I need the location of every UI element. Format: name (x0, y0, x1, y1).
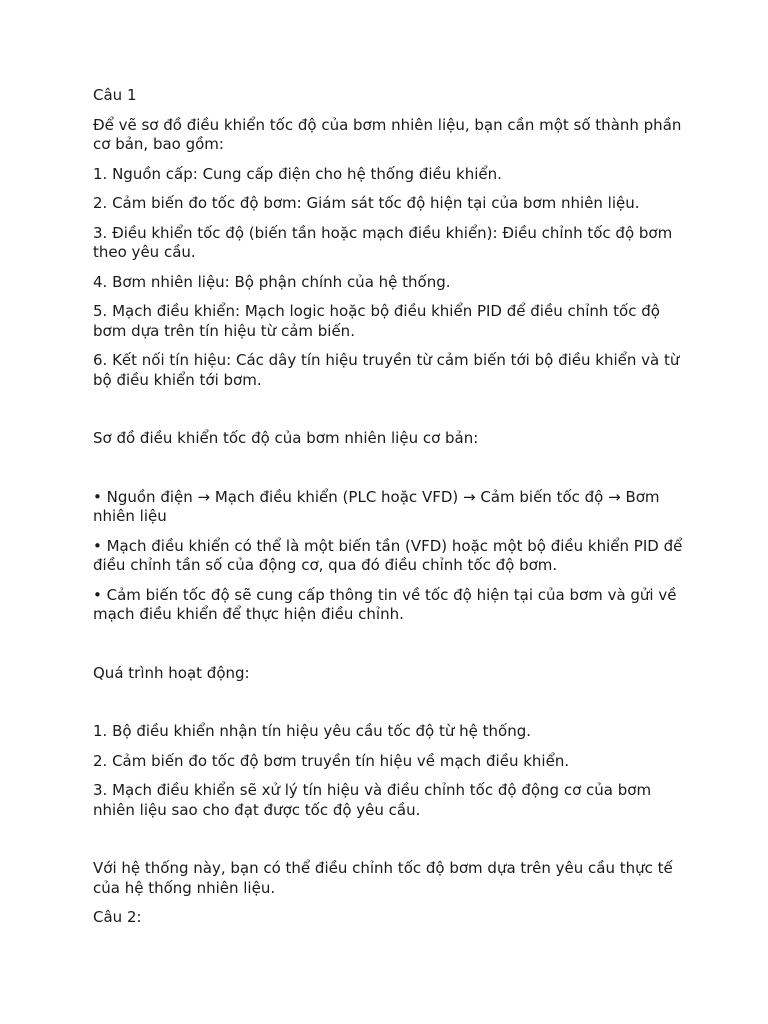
diagram-heading: Sơ đồ điều khiển tốc độ của bơm nhiên liệu cơ bản: (93, 429, 479, 447)
list-item: 6. Kết nối tín hiệu: Các dây tín hiệu truyền từ cảm biến tới bộ điều khiển và từ bộ điều khiển tới bơm. (93, 351, 680, 389)
spacer (93, 693, 683, 722)
list-item: 1. Bộ điều khiển nhận tín hiệu yêu cầu tốc độ từ hệ thống. (93, 722, 532, 740)
document-page (93, 86, 683, 938)
list-item: 1. Nguồn cấp: Cung cấp điện cho hệ thống điều khiển. (93, 164, 502, 183)
list-item: 4. Bơm nhiên liệu: Bộ phận chính của hệ thống. (93, 272, 451, 291)
spacer (93, 635, 683, 664)
spacer (93, 459, 683, 488)
list-item: • Mạch điều khiển có thể là một biến tần (VFD) hoặc một bộ điều khiển PID để điều chỉnh tần số của động cơ, qua đó điều chỉnh tốc độ bơm. (93, 536, 683, 574)
intro-paragraph: Để vẽ sơ đồ điều khiển tốc độ của bơm nhiên liệu, bạn cần một số thành phần cơ bản, bao gồm: (93, 115, 682, 153)
list-item: 2. Cảm biến đo tốc độ bơm: Giám sát tốc độ hiện tại của bơm nhiên liệu. (93, 194, 640, 212)
list-item: • Cảm biến tốc độ sẽ cung cấp thông tin về tốc độ hiện tại của bơm và gửi về mạch điều khiển để thực hiện điều chỉnh. (93, 585, 677, 623)
process-heading: Quá trình hoạt động: (93, 663, 250, 682)
list-item: 3. Điều khiển tốc độ (biến tần hoặc mạch điều khiển): Điều chỉnh tốc độ bơm theo yêu cầu. (93, 223, 673, 261)
diagram-bullet-list (93, 488, 683, 625)
question-1-title: Câu 1 (93, 86, 137, 104)
list-item: • Nguồn điện → Mạch điều khiển (PLC hoặc VFD) → Cảm biến tốc độ → Bơm nhiên liệu (93, 487, 660, 525)
question-2-title: Câu 2: (93, 908, 142, 926)
conclusion-paragraph: Với hệ thống này, bạn có thể điều chỉnh tốc độ bơm dựa trên yêu cầu thực tế của hệ thống nhiên liệu. (93, 859, 673, 897)
list-item: 3. Mạch điều khiển sẽ xử lý tín hiệu và điều chỉnh tốc độ động cơ của bơm nhiên liệu sao cho đạt được tốc độ yêu cầu. (93, 781, 652, 819)
spacer (93, 400, 683, 429)
components-list (93, 165, 683, 391)
list-item: 5. Mạch điều khiển: Mạch logic hoặc bộ điều khiển PID để điều chỉnh tốc độ bơm dựa trên tín hiệu từ cảm biến. (93, 302, 660, 340)
process-steps-list (93, 722, 683, 820)
spacer (93, 830, 683, 859)
list-item: 2. Cảm biến đo tốc độ bơm truyền tín hiệu về mạch điều khiển. (93, 751, 570, 770)
